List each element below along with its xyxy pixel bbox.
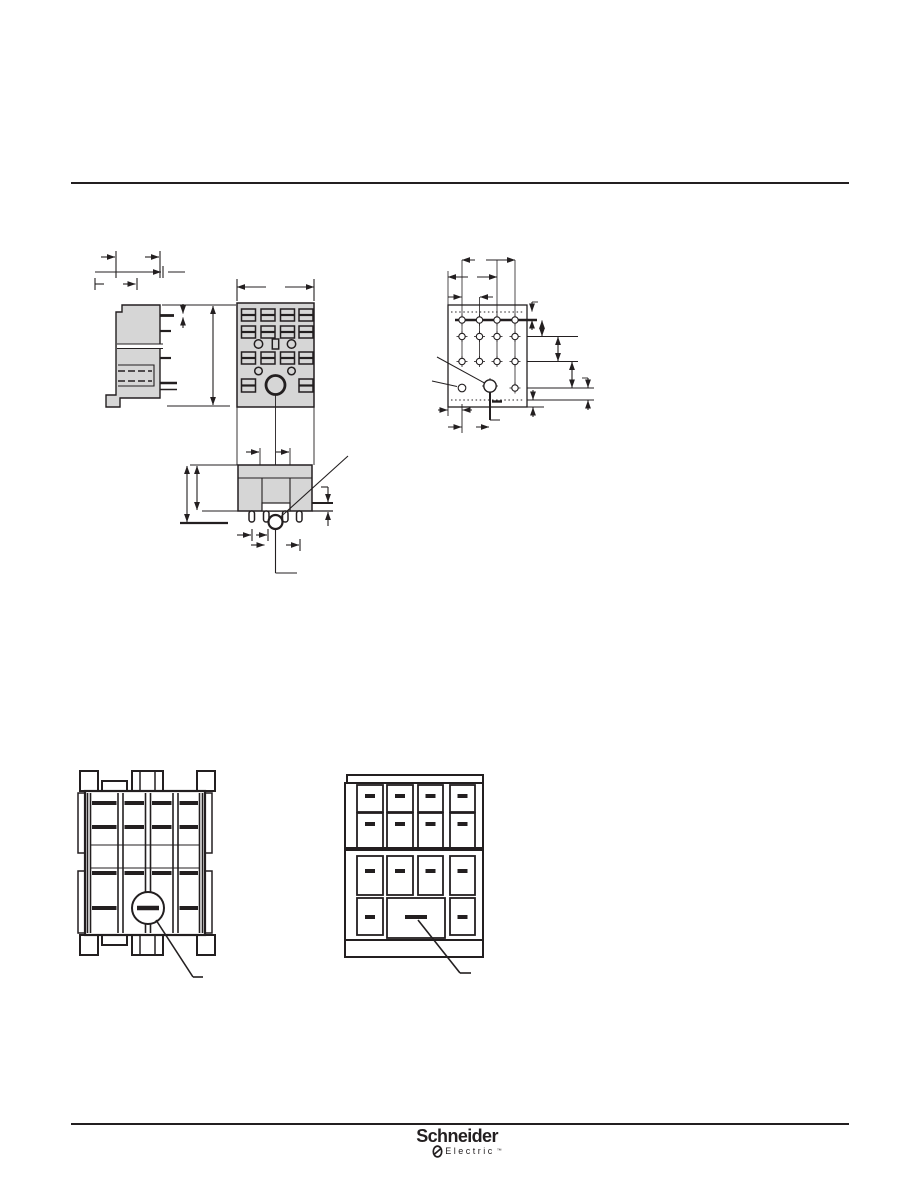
footer bbox=[0, 1127, 918, 1162]
top-rail bbox=[347, 775, 483, 783]
schneider-mark-icon bbox=[432, 1145, 443, 1158]
socket-front-view-drawing bbox=[340, 763, 500, 983]
leader-line bbox=[432, 381, 457, 387]
hold-down-stud-circle bbox=[266, 376, 285, 395]
right-cascade-dimensions bbox=[527, 302, 594, 417]
top-dimensions bbox=[448, 260, 515, 305]
figure-drilling-plan bbox=[420, 245, 620, 445]
trademark-symbol: ™ bbox=[496, 1148, 502, 1154]
dimensional-views-drawing bbox=[70, 243, 450, 583]
bottom-rail bbox=[345, 940, 483, 957]
side-view-drawing bbox=[106, 305, 177, 407]
logo-primary-text: Schneider bbox=[416, 1126, 498, 1146]
stud-circle bbox=[269, 515, 283, 529]
mounting-tabs-top bbox=[80, 771, 215, 791]
drilling-plan-drawing bbox=[420, 245, 620, 445]
figure-socket-top-view bbox=[58, 756, 228, 996]
terminal-pin bbox=[249, 511, 255, 522]
socket-top-view-drawing bbox=[58, 756, 228, 996]
schneider-electric-logo bbox=[416, 1127, 502, 1158]
center-lines bbox=[462, 260, 515, 392]
plain-hole bbox=[458, 384, 466, 392]
figure-socket-front-view bbox=[340, 763, 500, 983]
upper-block-outline bbox=[345, 783, 483, 848]
center-hole-symbol bbox=[484, 380, 496, 392]
front-view-dimensions bbox=[237, 279, 314, 301]
header-rule bbox=[71, 182, 849, 184]
figure-dimensional-views bbox=[70, 243, 450, 583]
bottom-dimensions bbox=[432, 357, 502, 433]
mounting-tabs-bottom bbox=[80, 935, 215, 955]
front-view-drawing bbox=[237, 303, 314, 407]
footer-rule bbox=[71, 1123, 849, 1125]
bottom-view-drawing bbox=[238, 456, 348, 573]
drill-hole-grid bbox=[457, 315, 521, 395]
logo-secondary-text: Electric bbox=[445, 1146, 495, 1156]
